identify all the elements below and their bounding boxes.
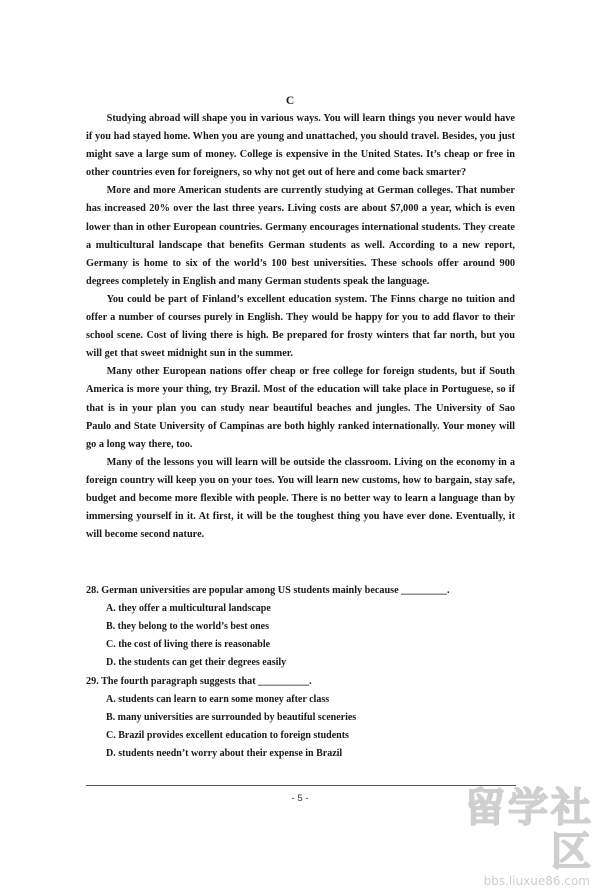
- section-title: C: [285, 95, 295, 107]
- passage-paragraph-5: Many of the lessons you will learn will be outside the classroom. Living on the economy in a foreign country will keep you on your toes. You will learn new customs, how to bargain, stay safe, budget and become more flexible with people. There is no better way to learn a language than by immersing yourself in it. At first, it will be the toughest thing you have ever done. Eventually, it will become second nature.: [86, 456, 515, 541]
- watermark-logo-text: 留学社区: [465, 785, 594, 875]
- option-a: A. they offer a multicultural landscape: [106, 603, 271, 615]
- option-c: C. the cost of living there is reasonable: [106, 639, 271, 651]
- question-stem: 29. The fourth paragraph suggests that __________.: [86, 675, 312, 687]
- option-b: B. many universities are surrounded by beautiful sceneries: [106, 712, 357, 724]
- question-29: [86, 673, 515, 763]
- site-watermark: [426, 785, 594, 888]
- question-stem: 28. German universities are popular among US students mainly because _________.: [86, 585, 450, 596]
- passage-paragraph-3: You could be part of Finland’s excellent education system. The Finns charge no tuition and offer a number of courses purely in English. They would be happy for you to add flavor to their school scene. Cost of living there is high. Be prepared for frosty winters that far north, but you will get that sweet midnight sun in the summer.: [86, 293, 515, 360]
- option-a: A. students can learn to earn some money after class: [106, 694, 330, 706]
- question-28: [86, 582, 515, 672]
- passage-paragraph-1: Studying abroad will shape you in various ways. You will learn things you never would have if you had stayed home. When you are young and unattached, you should travel. Besides, you just might save a large sum of money. College is expensive in the United States. It’s cheap or free in other countries even for foreigners, so why not get out of here and come back smarter?: [86, 113, 515, 179]
- reading-passage: [86, 110, 515, 544]
- option-d: D. students needn’t worry about their expense in Brazil: [106, 748, 343, 760]
- page-number: - 5 -: [291, 793, 309, 804]
- option-b: B. they belong to the world’s best ones: [106, 621, 269, 633]
- passage-paragraph-4: Many other European nations offer cheap or free college for foreign students, but if South America is more your thing, try Brazil. Most of the education will take place in Portuguese, so if that is in your plan you can study near beautiful beaches and jungles. The University of Sao Paulo and State University of Campinas are both highly ranked internationally. Your money will go a long way there, too.: [86, 366, 515, 450]
- question-list: [86, 582, 515, 764]
- option-c: C. Brazil provides excellent education to foreign students: [106, 730, 349, 742]
- passage-paragraph-2: More and more American students are currently studying at German colleges. That number has increased 20% over the last three years. Living costs are about $7,000 a year, which is even lower than in other European countries. Germany encourages international students. They create a multicultural landscape that benefits German students as well. According to a new report, Germany is home to six of the world’s 100 best universities. These schools offer around 900 degrees completely in English and many German students speak the language.: [86, 185, 515, 287]
- option-d: D. the students can get their degrees easily: [106, 657, 287, 669]
- watermark-url: bbs.liuxue86.com: [483, 874, 590, 888]
